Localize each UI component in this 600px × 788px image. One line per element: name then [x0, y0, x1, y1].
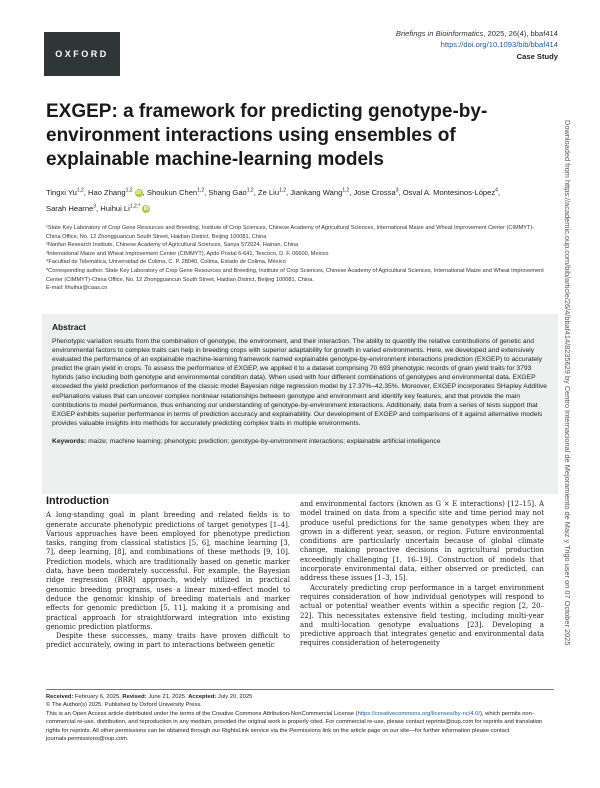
author[interactable]: Jiankang Wang$^{1,2}$, [290, 187, 354, 197]
corresponding-email[interactable]: E-mail: lihuihui@caas.cn [46, 285, 108, 292]
corresponding-author: *Corresponding author. State Key Laboratory of Crop Gene Resources and Breeding, Institute of Crop Sciences, Chinese Academy of Agricultural Sciences, International Maize and Wheat Improvement Center (CIMMYT)-China Office, No. 12 Zhongguancun South Street, Haidian District, Beijing 100081, China. [46, 267, 544, 283]
abstract-heading: Abstract [52, 322, 86, 332]
affiliation-1: ¹State Key Laboratory of Crop Gene Resources and Breeding, Institute of Crop Sciences, Chinese Academy of Agricultural Sciences, International Maize and Wheat Improvement Center (CIMMYT)-China Office, No. 12 Zhongguancun South Street, Haidian District, Beijing 100081, China [46, 225, 535, 240]
author-affiliation-marker: 4 [495, 187, 498, 193]
intro-paragraph-1: A long-standing goal in plant breeding and related fields is to generate accurate phenotypic predictions of target genotypes [1–4]. Various approaches have been employed for phenotype prediction tasks, ranging from classical statistics [5, 6], machine learning [3, 7], deep learning, [8], and combinations of these methods [9, 10]. Prediction models, which are traditionally based on genetic marker data, have been moderately successful. For example, the Bayesian ridge regression (BRR) approach, widely utilized in practical genomic breeding programs, uses a linear mixed-effect model to deduce the genomic kinship of breeding materials and marker effects for genomic prediction [5, 11], making it a promising and practical approach for straightforward integration into existing genomic prediction platforms. [46, 511, 290, 631]
author-affiliation-marker: 1,2 [279, 187, 287, 193]
author-name: Hao Zhang [88, 187, 126, 197]
author-name: Tingxi Yu [46, 187, 77, 197]
author-name: Sarah Hearne [46, 204, 94, 214]
affiliations [46, 224, 546, 293]
accepted-label: Accepted: [188, 694, 217, 700]
article-dates [46, 693, 554, 701]
abstract-section [42, 314, 558, 494]
orcid-icon[interactable]: iD [136, 189, 142, 196]
abstract-text: Phenotypic variation results from the combination of genotype, the environment, and their interaction. The ability to quantify the relative contributions of genetic and environmental factors to complex traits can help in breeding crops with superior adaptability for growth in varied environments. Here, we developed and extensively evaluated the performance of an explainable machine-learning framework named explainable genotype-by-environment interactions prediction (EXGEP) to accurately predict the grain yield in crops. To assess the performance of EXGEP, we applied it to a dataset comprising 70 693 phenotypic records of grain yield traits for 3793 hybrids (also including both genotype and environmental condition data). When used with four different combinations of genotypes and environmental data, EXGEP exceeded the yield prediction performance of the classic model Bayesian ridge regression model by 17.37%–42.35%. Moreover, EXGEP incorporates SHapley Additive exPlanations values that can uncover complex nonlinear relationships between genotype and environment and identify key features, and that provide the main contributions to model performance, thus enhancing our understanding of genotype-by-environment interactions. Additionally, data from a series of tests support that EXGEP exhibits superior performance in terms of prediction accuracy and explainability. Our development of EXGEP and comparisons of it against alternative models provides valuable insights into methods for accurately predicting complex traits in multiple environments. [52, 338, 548, 427]
oxford-logo [44, 32, 120, 76]
revised-label: Revised: [122, 694, 147, 700]
affiliation-2: ²Nanfan Research Institute, Chinese Academy of Agricultural Sciences, Sanya 572024, Hainan, China [46, 242, 299, 249]
oxford-logo-text: OXFORD [55, 49, 109, 59]
author-name: Osval A. Montesinos-López [402, 187, 496, 197]
author-name: Jose Crossa [353, 187, 396, 197]
intro-paragraph-3: and environmental factors (known as G × E interactions) [12–15]. A model trained on data from a specific site and time period may not produce useful predictions for the same genotypes when they are grown in a different year, season, or region. Future environmental conditions are particularly uncertain because of global climate change, making proactive decisions in agricultural production exceedingly challenging [1, 16–19]. Construction of models that incorporate environmental data, either observed or predicted, can address these issues [1–3, 15]. [300, 500, 544, 583]
author[interactable]: Tingxi Yu$^{1,2}$, [46, 187, 89, 197]
affiliation-3: ³International Maize and Wheat Improvement Center (CIMMYT), Apdo Postal 6-641, Texcoco, D. F. 06600, Mexico [46, 250, 329, 257]
author[interactable]: Jose Crossa$^3$, [353, 187, 403, 197]
author-list [46, 183, 546, 216]
author-name: Jiankang Wang [290, 187, 343, 197]
journal-name[interactable]: Briefings in Bioinformatics [395, 29, 484, 38]
author-affiliation-marker: 1,2 [197, 187, 205, 193]
author-affiliation-marker: 1,2 [342, 187, 350, 193]
license-text-start: This is an Open Access article distributed under the terms of the Creative Commons Attribution-NonCommercial License ( [46, 710, 358, 717]
author-affiliation-marker: 1,2 [76, 187, 84, 193]
author-name: Shang Gao [208, 187, 247, 197]
introduction-heading: Introduction [46, 495, 109, 507]
author[interactable]: Ze Liu$^{1,2}$, [257, 187, 291, 197]
license-link[interactable]: https://creativecommons.org/licenses/by-nc/4.0/ [357, 710, 480, 717]
accepted-date: July 20, 2025 [217, 694, 253, 700]
author[interactable]: Shoukun Chen$^{1,2}$, [146, 187, 209, 197]
license-text-end: ), which permits non-commercial re-use, distribution, and reproduction in any medium, provided the original work is properly cited. For commercial re-use, please contact reprints@oup.com for reprints and translation rights for reprints. All other permissions can be obtained through our RightsLink service via the Permissions link on the article page on our site—for further information please contact journals.permissions@oup.com. [46, 710, 543, 743]
author[interactable]: Hao Zhang$^{1,2}$ iD , [88, 187, 147, 197]
author-name: Shoukun Chen [146, 187, 198, 197]
article-title: EXGEP: a framework for predicting genotype-by-environment interactions using ensembles of explainable machine-learning models [46, 101, 488, 170]
author-name: Ze Liu [257, 187, 280, 197]
author-name: Huihui Li [100, 204, 130, 214]
author[interactable]: Shang Gao$^{1,2}$, [208, 187, 258, 197]
intro-paragraph-2: Despite these successes, many traits have proven difficult to predict accurately, owing in part to interactions between genetic [46, 632, 290, 650]
journal-citation [396, 29, 558, 38]
download-note [556, 120, 600, 680]
introduction-right-column [300, 500, 544, 649]
received-date: February 6, 2025. [75, 694, 121, 700]
author[interactable] [100, 204, 150, 213]
author[interactable]: Sarah Hearne$^3$, [46, 203, 101, 214]
keywords-list: maize; machine learning; phenotypic prediction; genotype-by-environment interactions; explainable artificial intelligence [88, 437, 441, 445]
journal-meta: , 2025, 26(4), bbaf414 [483, 29, 558, 38]
orcid-icon[interactable]: iD [143, 206, 149, 213]
article-type: Case Study [516, 52, 558, 61]
download-note-text: Downloaded from https://academic.oup.com/bib/article/26/4/bbaf414/8235629 by Centro Internacional de Mejoramiento de Maiz y Trigo user on 07 October 2025 [563, 120, 572, 646]
copyright-notice: © The Author(s) 2025. Published by Oxford University Press. [46, 702, 202, 709]
intro-paragraph-4: Accurately predicting crop performance in a target environment requires consideration of how individual genotypes will respond to actual or potential weather events within a specific region [2, 20–22]. This necessitates extensive field testing, including multi-year and multi-location genotype evaluations [23]. Developing a predictive approach that integrates genetic and environmental data requires consideration of heterogeneity [300, 583, 544, 648]
author-affiliation-marker: 1,2 [125, 187, 133, 193]
author-affiliation-marker: 3 [93, 203, 97, 210]
doi-link[interactable]: https://doi.org/10.1093/bib/bbaf414 [440, 40, 558, 49]
license-notice [46, 710, 554, 744]
revised-date: June 21, 2025. [148, 694, 187, 700]
author[interactable]: Osval A. Montesinos-López$^4$, [402, 187, 501, 197]
author-affiliation-marker: 3 [395, 187, 399, 193]
footer-divider [46, 689, 554, 690]
affiliation-4: ⁴Facultad de Telemática, Universidad de Colima, C. P. 28040, Colima, Estado de Colima, México [46, 259, 286, 266]
keywords-label: Keywords: [52, 437, 87, 445]
article-footer [46, 693, 554, 743]
author-affiliation-marker: 1,2 [246, 187, 254, 193]
introduction-left-column [46, 497, 290, 651]
author-affiliation-marker: 1,2,* [129, 203, 141, 210]
received-label: Received: [46, 694, 74, 700]
keywords [52, 438, 548, 445]
